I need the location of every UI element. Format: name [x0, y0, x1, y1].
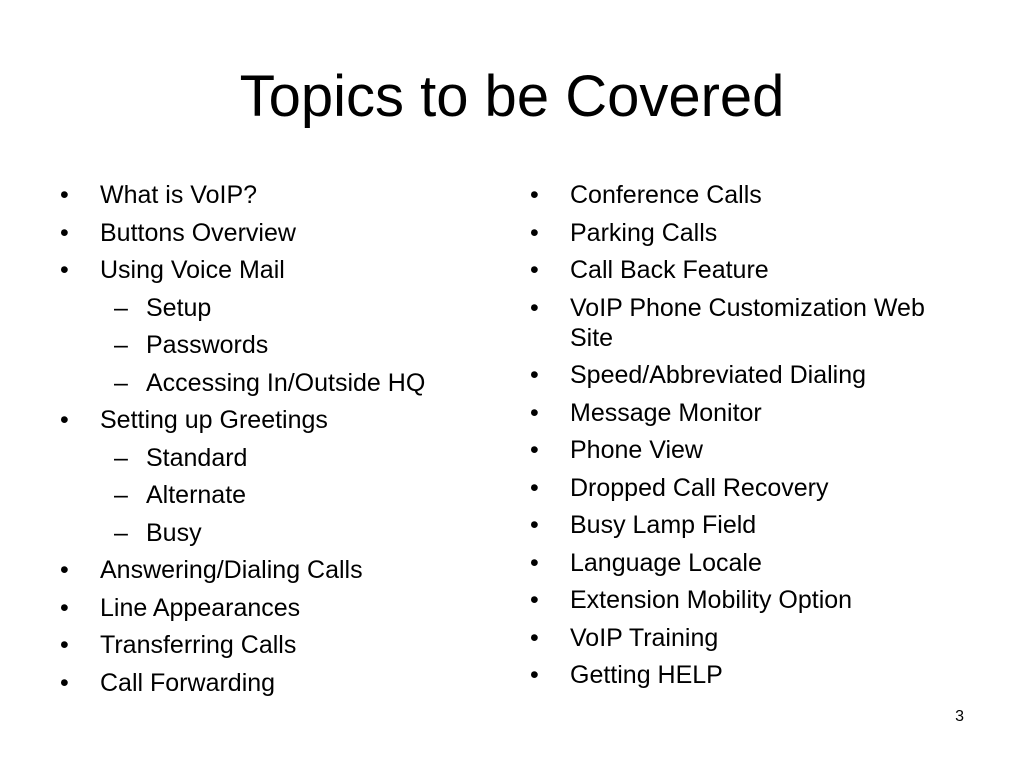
- topics-list-left: [0, 180, 500, 705]
- topics-list-right: [470, 180, 990, 698]
- list-item: [0, 593, 500, 623]
- list-item: [0, 555, 500, 585]
- dash-icon: –: [114, 518, 128, 547]
- list-item-text: Buttons Overview: [100, 218, 296, 247]
- bullet-icon: •: [60, 406, 69, 434]
- list-item-text: Using Voice Mail: [100, 256, 285, 284]
- list-item-text: Dropped Call Recovery: [570, 473, 829, 502]
- bullet-icon: •: [530, 256, 539, 284]
- list-item-text: Busy Lamp Field: [570, 511, 757, 539]
- bullet-icon: •: [530, 511, 539, 539]
- bullet-icon: •: [60, 218, 69, 247]
- page-number: 3: [955, 708, 964, 725]
- sub-list-item: [0, 480, 500, 510]
- bullet-icon: •: [530, 661, 539, 689]
- list-item: [470, 293, 990, 353]
- bullet-icon: •: [60, 668, 69, 697]
- bullet-icon: •: [530, 473, 539, 502]
- list-item: [0, 180, 500, 210]
- bullet-icon: •: [60, 593, 69, 622]
- list-item: [0, 668, 500, 698]
- bullet-icon: •: [60, 181, 69, 209]
- list-item-text: VoIP Training: [570, 623, 719, 652]
- bullet-icon: •: [60, 256, 69, 284]
- dash-icon: –: [114, 368, 128, 397]
- bullet-icon: •: [60, 556, 69, 584]
- list-item: [470, 510, 990, 540]
- dash-icon: –: [114, 443, 128, 472]
- list-item-text: Getting HELP: [570, 661, 723, 689]
- sub-list-item: [0, 368, 500, 398]
- sub-list-item: [0, 293, 500, 323]
- list-item: [470, 623, 990, 653]
- list-item-text: Setting up Greetings: [100, 406, 328, 434]
- list-item: [0, 218, 500, 248]
- list-item-text: Message Monitor: [570, 398, 762, 427]
- list-item: [470, 435, 990, 465]
- bullet-icon: •: [530, 293, 539, 322]
- slide-title: Topics to be Covered: [239, 64, 785, 129]
- list-item-text: Language Locale: [570, 548, 762, 577]
- list-item-text: Call Back Feature: [570, 256, 769, 284]
- list-item: [0, 405, 500, 435]
- list-item-text: Standard: [146, 443, 248, 472]
- sub-list-item: [0, 518, 500, 548]
- list-item: [470, 548, 990, 578]
- bullet-icon: •: [530, 548, 539, 577]
- bullet-icon: •: [530, 218, 539, 247]
- list-item: [0, 255, 500, 285]
- bullet-icon: •: [530, 398, 539, 427]
- list-item: [470, 218, 990, 248]
- dash-icon: –: [114, 481, 128, 509]
- list-item-text: Call Forwarding: [100, 668, 276, 697]
- bullet-icon: •: [530, 361, 539, 389]
- list-item-text: Extension Mobility Option: [570, 586, 853, 614]
- list-item-text: Alternate: [146, 481, 247, 509]
- list-item-text: Accessing In/Outside HQ: [146, 368, 426, 397]
- list-item: [470, 585, 990, 615]
- list-item: [470, 660, 990, 690]
- list-item-text: Transferring Calls: [100, 631, 297, 659]
- list-item-text: Parking Calls: [570, 218, 718, 247]
- list-item: [470, 180, 990, 210]
- bullet-icon: •: [60, 631, 69, 659]
- bullet-icon: •: [530, 181, 539, 209]
- bullet-icon: •: [530, 436, 539, 464]
- list-item-text: VoIP Phone Customization Web Site: [570, 293, 925, 352]
- list-item-text: Answering/Dialing Calls: [100, 556, 363, 584]
- list-item: [0, 630, 500, 660]
- list-item-text: Line Appearances: [100, 593, 301, 622]
- bullet-icon: •: [530, 623, 539, 652]
- list-item-text: Setup: [146, 293, 212, 322]
- list-item-text: What is VoIP?: [100, 181, 258, 209]
- dash-icon: –: [114, 293, 128, 322]
- list-item-text: Passwords: [146, 331, 269, 359]
- sub-list-item: [0, 443, 500, 473]
- sub-list-item: [0, 330, 500, 360]
- list-item: [470, 360, 990, 390]
- list-item: [470, 473, 990, 503]
- list-item-text: Speed/Abbreviated Dialing: [570, 361, 867, 389]
- list-item-text: Busy: [146, 518, 202, 547]
- list-item-text: Phone View: [570, 436, 703, 464]
- bullet-icon: •: [530, 586, 539, 614]
- list-item: [470, 398, 990, 428]
- list-item: [470, 255, 990, 285]
- list-item-text: Conference Calls: [570, 181, 762, 209]
- dash-icon: –: [114, 331, 128, 359]
